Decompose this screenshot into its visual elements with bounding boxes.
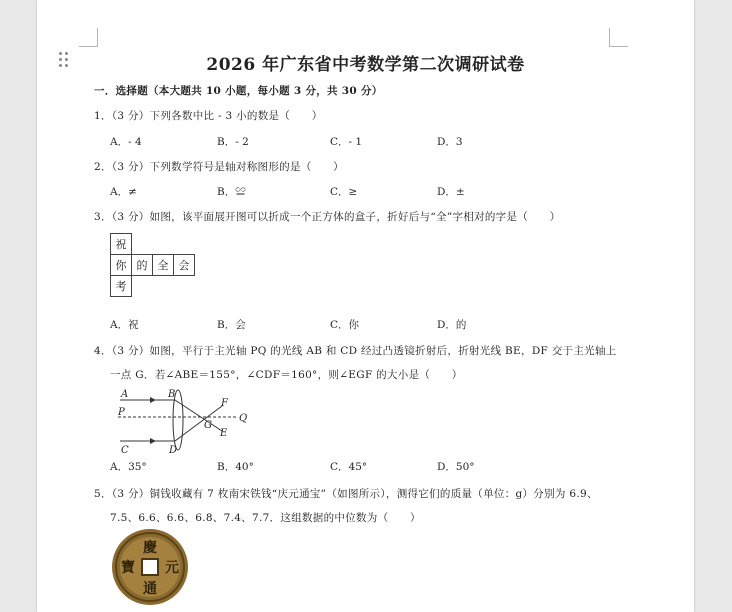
cube-net-cell: 全 — [153, 255, 174, 276]
coin-char-bottom: 通 — [143, 581, 157, 597]
cube-net-cell: 会 — [174, 255, 195, 276]
question-4-line-1: 4．（3 分）如图，平行于主光轴 PQ 的光线 AB 和 CD 经过凸透镜折射后，折射光线 BE，DF 交于主光轴上 — [94, 345, 617, 357]
lens-diagram — [110, 386, 250, 456]
label-a: A — [121, 389, 129, 400]
coin-image — [110, 527, 190, 607]
section-heading: 一．选择题（本大题共 10 小题，每小题 3 分，共 30 分） — [94, 85, 383, 97]
q4-option-a: A．35° — [110, 461, 147, 473]
q4-option-d: D．50° — [437, 461, 475, 473]
cube-net-cell: 你 — [111, 255, 132, 276]
label-g: G — [204, 420, 212, 431]
q1-option-d: D．3 — [437, 136, 463, 148]
question-5-line-2: 7.5、6.6、6.6、6.8、7.4、7.7．这组数据的中位数为（ ） — [110, 512, 421, 524]
coin-char-left: 寶 — [121, 560, 135, 576]
cube-net-cell: 的 — [132, 255, 153, 276]
label-e: E — [220, 428, 228, 439]
ray-be — [175, 400, 222, 431]
q3-option-a: A．祝 — [110, 319, 139, 331]
cube-net-cell: 祝 — [111, 234, 132, 255]
arrow-icon — [150, 397, 156, 403]
q3-option-d: D．的 — [437, 319, 467, 331]
question-1: 1．（3 分）下列各数中比 - 3 小的数是（ ） — [94, 110, 323, 122]
q2-option-a: A．≠ — [110, 186, 137, 198]
question-2: 2．（3 分）下列数学符号是轴对称图形的是（ ） — [94, 161, 344, 173]
page-title: 2026 年广东省中考数学第二次调研试卷 — [206, 55, 525, 75]
crop-mark-top-right — [609, 28, 628, 47]
arrow-icon — [150, 438, 156, 444]
q4-option-c: C．45° — [330, 461, 368, 473]
q3-option-c: C．你 — [330, 319, 360, 331]
ray-df — [175, 406, 222, 441]
q1-option-a: A．- 4 — [110, 136, 142, 148]
q3-option-b: B．会 — [217, 319, 246, 331]
cube-net-cell: 考 — [111, 276, 132, 297]
crop-mark-top-left — [79, 28, 98, 47]
question-3: 3．（3 分）如图，该平面展开图可以折成一个正方体的盒子，折好后与“全”字相对的字是（ ） — [94, 211, 561, 223]
document-page — [37, 0, 694, 612]
q4-option-b: B．40° — [217, 461, 254, 473]
q1-option-b: B．- 2 — [217, 136, 249, 148]
q2-option-b: B．≌ — [217, 186, 246, 198]
question-4-line-2: 一点 G．若∠ABE＝155°，∠CDF＝160°，则∠EGF 的大小是（ ） — [110, 369, 463, 381]
label-c: C — [121, 445, 129, 456]
label-b: B — [168, 389, 176, 400]
q2-option-c: C．≥ — [330, 186, 358, 198]
label-f: F — [221, 398, 228, 409]
label-p: P — [118, 407, 125, 418]
label-d: D — [169, 445, 178, 456]
coin-char-right: 元 — [165, 560, 179, 576]
cube-net — [110, 233, 195, 297]
question-5-line-1: 5．（3 分）铜钱收藏有 7 枚南宋铁钱“庆元通宝”（如图所示），测得它们的质量（单位：g）分别为 6.9、 — [94, 488, 598, 500]
q1-option-c: C．- 1 — [330, 136, 363, 148]
q2-option-d: D．± — [437, 186, 465, 198]
label-q: Q — [239, 413, 248, 424]
coin-char-top: 慶 — [143, 540, 157, 556]
